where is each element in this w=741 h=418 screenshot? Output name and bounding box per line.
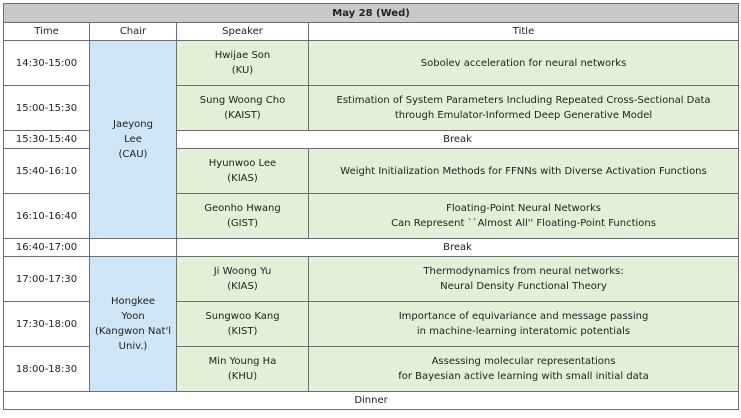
chair-empty-cell bbox=[90, 239, 177, 257]
time-header: Time bbox=[4, 23, 90, 41]
talk-title-line-2: Neural Density Functional Theory bbox=[440, 281, 607, 292]
chair-header: Chair bbox=[90, 23, 177, 41]
talk-title: Importance of equivariance and message passing bbox=[398, 311, 649, 322]
talk-title: Assessing molecular representations bbox=[431, 356, 616, 367]
chair-cell bbox=[90, 257, 177, 392]
speaker-affiliation: (KIAS) bbox=[227, 173, 258, 184]
title-cell bbox=[309, 302, 739, 347]
speaker-cell bbox=[177, 86, 309, 131]
title-cell bbox=[309, 347, 739, 392]
speaker-name: Min Young Ha bbox=[208, 356, 277, 367]
title-cell bbox=[309, 257, 739, 302]
speaker-affiliation: (KHU) bbox=[227, 371, 258, 382]
speaker-cell bbox=[177, 41, 309, 86]
chair-affiliation: (CAU) bbox=[118, 149, 148, 160]
time-cell: 17:30-18:00 bbox=[4, 302, 90, 347]
speaker-affiliation: (KU) bbox=[231, 65, 254, 76]
title-cell bbox=[309, 149, 739, 194]
speaker-cell bbox=[177, 194, 309, 239]
title-cell bbox=[309, 41, 739, 86]
talk-title: Estimation of System Parameters Including Repeated Cross-Sectional Data bbox=[336, 95, 711, 106]
time-cell: 14:30-15:00 bbox=[4, 41, 90, 86]
speaker-affiliation: (KIAS) bbox=[227, 281, 258, 292]
time-cell: 18:00-18:30 bbox=[4, 347, 90, 392]
talk-title-line-2: for Bayesian active learning with small initial data bbox=[398, 371, 649, 382]
schedule-wrapper bbox=[3, 3, 739, 410]
talk-title-line-2: through Emulator-Informed Deep Generative Model bbox=[394, 110, 653, 121]
talk-title: Floating-Point Neural Networks bbox=[446, 203, 601, 214]
dinner-row bbox=[4, 392, 739, 410]
speaker-header: Speaker bbox=[177, 23, 309, 41]
table-row bbox=[4, 41, 739, 86]
chair-name-2: Lee bbox=[124, 134, 142, 145]
speaker-affiliation: (GIST) bbox=[227, 218, 258, 229]
chair-affiliation: (Kangwon Nat'l bbox=[95, 326, 171, 337]
talk-title-line-2: in machine-learning interatomic potentials bbox=[416, 326, 631, 337]
dinner-cell: Dinner bbox=[4, 392, 739, 410]
date-row bbox=[4, 4, 739, 23]
schedule-table bbox=[3, 3, 739, 410]
time-cell: 15:30-15:40 bbox=[4, 131, 90, 149]
time-cell: 16:40-17:00 bbox=[4, 239, 90, 257]
column-header-row bbox=[4, 23, 739, 41]
time-cell: 17:00-17:30 bbox=[4, 257, 90, 302]
chair-name: Jaeyong bbox=[113, 119, 153, 130]
time-cell: 15:40-16:10 bbox=[4, 149, 90, 194]
speaker-affiliation: (KAIST) bbox=[224, 110, 261, 121]
title-cell bbox=[309, 86, 739, 131]
title-cell bbox=[309, 194, 739, 239]
chair-name-2: Yoon bbox=[121, 311, 145, 322]
chair-cell bbox=[90, 41, 177, 239]
speaker-cell bbox=[177, 347, 309, 392]
time-cell: 16:10-16:40 bbox=[4, 194, 90, 239]
speaker-cell bbox=[177, 302, 309, 347]
break-cell: Break bbox=[177, 239, 739, 257]
speaker-name: Hwijae Son bbox=[214, 50, 271, 61]
speaker-name: Geonho Hwang bbox=[204, 203, 281, 214]
table-row bbox=[4, 257, 739, 302]
break-row bbox=[4, 239, 739, 257]
break-cell: Break bbox=[177, 131, 739, 149]
speaker-affiliation: (KIST) bbox=[227, 326, 258, 337]
speaker-name: Hyunwoo Lee bbox=[208, 158, 277, 169]
talk-title: Weight Initialization Methods for FFNNs with Diverse Activation Functions bbox=[340, 165, 707, 177]
chair-name: Hongkee bbox=[110, 296, 156, 307]
speaker-name: Sung Woong Cho bbox=[199, 95, 286, 106]
talk-title: Thermodynamics from neural networks: bbox=[423, 266, 624, 277]
chair-affiliation-2: Univ.) bbox=[118, 341, 148, 352]
speaker-cell bbox=[177, 257, 309, 302]
date-header: May 28 (Wed) bbox=[4, 4, 739, 23]
title-header: Title bbox=[309, 23, 739, 41]
time-cell: 15:00-15:30 bbox=[4, 86, 90, 131]
talk-title-line-2: Can Represent ``Almost All'' Floating-Point Functions bbox=[391, 218, 656, 229]
talk-title: Sobolev acceleration for neural networks bbox=[420, 57, 627, 69]
speaker-cell bbox=[177, 149, 309, 194]
speaker-name: Sungwoo Kang bbox=[205, 311, 280, 322]
speaker-name: Ji Woong Yu bbox=[213, 266, 272, 277]
